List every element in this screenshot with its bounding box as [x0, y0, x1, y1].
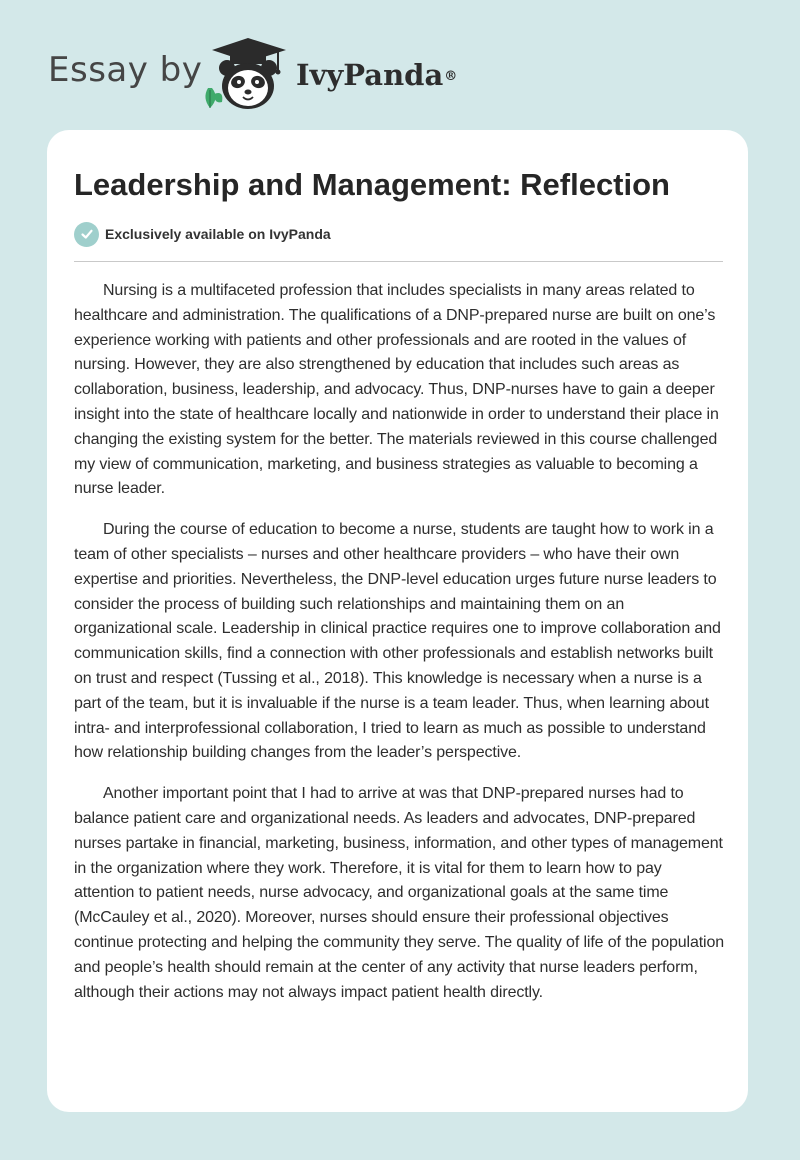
registered-mark: ® — [444, 69, 458, 84]
essay-paragraph: Nursing is a multifaceted profession that includes specialists in many areas related to healthcare and administration. The qualifications of a DNP-prepared nurse are built on one’s experience working with patients and other professionals and are rooted in the values of nursing. However, they are also strengthened by education that includes such areas as collaboration, business, leadership, and advocacy. Thus, DNP-nurses have to gain a deeper insight into the state of healthcare locally and nationwide in order to understand their place in changing the existing system for the better. The materials reviewed in this course challenged my view of communication, marketing, and business strategies as valuable to becoming a nurse leader. — [74, 282, 719, 498]
essay-title: Leadership and Management: Reflection — [74, 167, 670, 202]
essay-body — [74, 279, 726, 1021]
check-icon — [74, 222, 99, 247]
essay-paragraph: Another important point that I had to arrive at was that DNP-prepared nurses had to balance patient care and organizational needs. As leaders and advocates, DNP-prepared nurses partake in financial, marketing, business, information, and other types of management in the organization where they work. Therefore, it is vital for them to learn how to pay attention to patient needs, nurse advocacy, and organizational goals at the same time (McCauley et al., 2020). Moreover, nurses should ensure their professional objectives continue protecting and helping the community they serve. The quality of life of the population and people’s health should remain at the center of any activity that nurse leaders perform, although their actions may not always impact patient health directly. — [74, 785, 725, 1001]
essay-paragraph: During the course of education to become a nurse, students are taught how to work in a team of other specialists – nurses and other healthcare providers – who have their own expertise and priorities. Nevertheless, the DNP-level education urges future nurse leaders to consider the process of building such relationships and maintaining them on an organizational scale. Leadership in clinical practice requires one to improve collaboration and communication skills, find a connection with other professionals and establish networks built on trust and respect (Tussing et al., 2018). This knowledge is necessary when a nurse is a part of the team, but it is invaluable if the nurse is a team leader. Thus, when learning about intra- and interprofessional collaboration, I tried to learn as much as possible to understand how relationship building changes from the leader’s perspective. — [74, 521, 721, 762]
essay-by-label: Essay by — [48, 50, 203, 90]
brand-name[interactable] — [296, 55, 457, 95]
exclusive-badge — [74, 221, 331, 247]
exclusive-badge-text: Exclusively available on IvyPanda — [105, 226, 331, 242]
panda-graduate-logo-icon[interactable] — [200, 32, 296, 112]
site-header — [0, 0, 800, 130]
essay-card — [47, 130, 748, 1112]
title-divider — [74, 261, 723, 262]
brand-name-text: IvyPanda — [296, 58, 444, 92]
